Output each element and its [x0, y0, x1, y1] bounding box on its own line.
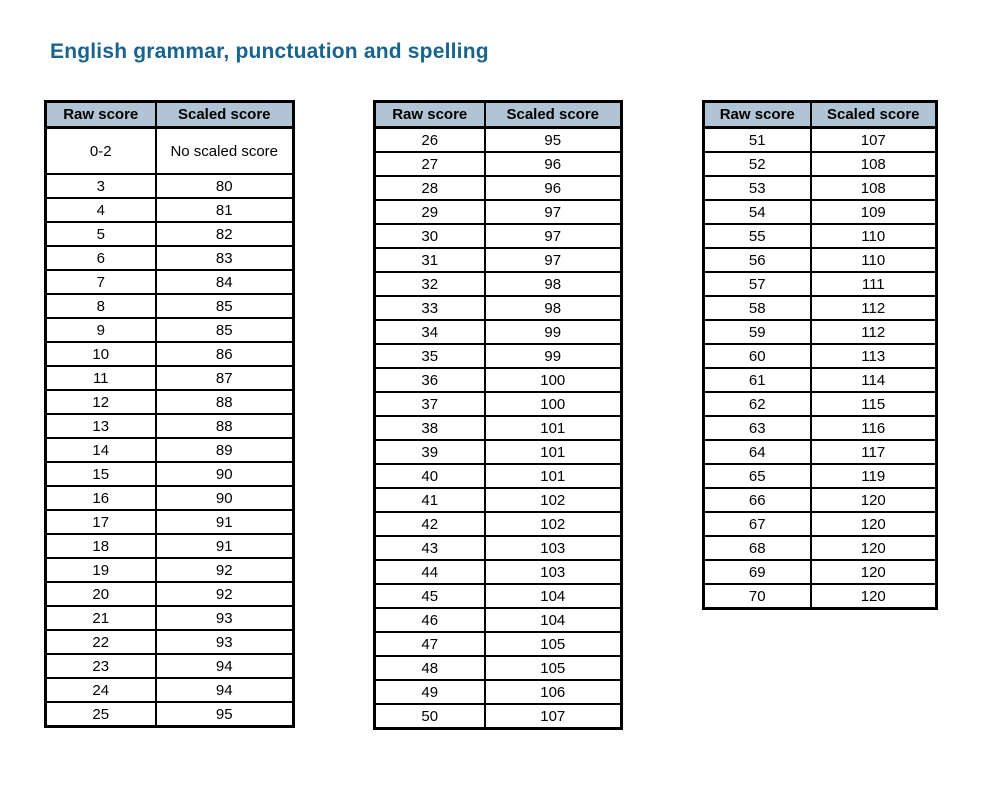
table-row — [375, 512, 622, 536]
table-row — [704, 200, 937, 224]
scaled-score-cell: 97 — [485, 224, 622, 248]
scaled-score-cell: 100 — [485, 368, 622, 392]
raw-score-cell: 23 — [46, 654, 156, 678]
scaled-score-cell: 115 — [811, 392, 937, 416]
table-row — [375, 440, 622, 464]
scaled-score-cell: 95 — [156, 702, 294, 727]
scaled-score-header: Scaled score — [811, 102, 937, 128]
scaled-score-cell: 103 — [485, 536, 622, 560]
raw-score-header: Raw score — [375, 102, 485, 128]
raw-score-cell: 9 — [46, 318, 156, 342]
raw-score-header: Raw score — [704, 102, 811, 128]
raw-score-cell: 16 — [46, 486, 156, 510]
scaled-score-cell: 119 — [811, 464, 937, 488]
scaled-score-cell: 81 — [156, 198, 294, 222]
table-row — [46, 510, 294, 534]
raw-score-cell: 27 — [375, 152, 485, 176]
scaled-score-cell: 120 — [811, 536, 937, 560]
scaled-score-cell: 120 — [811, 512, 937, 536]
score-table-3 — [702, 100, 938, 610]
table-row — [704, 560, 937, 584]
scaled-score-cell: 111 — [811, 272, 937, 296]
table-row — [704, 512, 937, 536]
scaled-score-cell: 82 — [156, 222, 294, 246]
scaled-score-cell: No scaled score — [156, 128, 294, 175]
scaled-score-cell: 112 — [811, 320, 937, 344]
raw-score-cell: 56 — [704, 248, 811, 272]
raw-score-cell: 54 — [704, 200, 811, 224]
table-row — [46, 702, 294, 727]
scaled-score-cell: 120 — [811, 560, 937, 584]
table-row — [46, 342, 294, 366]
table-row — [375, 272, 622, 296]
scaled-score-cell: 110 — [811, 248, 937, 272]
scaled-score-cell: 120 — [811, 488, 937, 512]
scaled-score-cell: 102 — [485, 512, 622, 536]
scaled-score-cell: 114 — [811, 368, 937, 392]
table-row — [46, 414, 294, 438]
raw-score-cell: 7 — [46, 270, 156, 294]
score-table-1 — [44, 100, 295, 728]
scaled-score-cell: 103 — [485, 560, 622, 584]
table-row — [46, 390, 294, 414]
table-row — [46, 678, 294, 702]
table-row — [46, 198, 294, 222]
scaled-score-cell: 112 — [811, 296, 937, 320]
raw-score-cell: 0-2 — [46, 128, 156, 175]
scaled-score-cell: 91 — [156, 510, 294, 534]
scaled-score-cell: 91 — [156, 534, 294, 558]
scaled-score-cell: 105 — [485, 632, 622, 656]
raw-score-cell: 43 — [375, 536, 485, 560]
table-header-row — [704, 102, 937, 128]
scaled-score-cell: 88 — [156, 414, 294, 438]
table-row — [46, 246, 294, 270]
scaled-score-cell: 92 — [156, 582, 294, 606]
raw-score-cell: 62 — [704, 392, 811, 416]
table-row — [704, 272, 937, 296]
raw-score-cell: 12 — [46, 390, 156, 414]
raw-score-header: Raw score — [46, 102, 156, 128]
scaled-score-cell: 96 — [485, 176, 622, 200]
raw-score-cell: 49 — [375, 680, 485, 704]
raw-score-cell: 67 — [704, 512, 811, 536]
table-header-row — [375, 102, 622, 128]
table-row — [375, 296, 622, 320]
table-row — [375, 200, 622, 224]
raw-score-cell: 10 — [46, 342, 156, 366]
table-row — [704, 368, 937, 392]
raw-score-cell: 68 — [704, 536, 811, 560]
table-row — [375, 608, 622, 632]
table-row — [704, 440, 937, 464]
raw-score-cell: 57 — [704, 272, 811, 296]
scaled-score-cell: 89 — [156, 438, 294, 462]
raw-score-cell: 50 — [375, 704, 485, 729]
scaled-score-cell: 98 — [485, 272, 622, 296]
table-row — [375, 176, 622, 200]
raw-score-cell: 37 — [375, 392, 485, 416]
raw-score-cell: 24 — [46, 678, 156, 702]
scaled-score-cell: 99 — [485, 320, 622, 344]
table-row — [704, 296, 937, 320]
raw-score-cell: 35 — [375, 344, 485, 368]
raw-score-cell: 34 — [375, 320, 485, 344]
table-row — [375, 584, 622, 608]
raw-score-cell: 20 — [46, 582, 156, 606]
raw-score-cell: 13 — [46, 414, 156, 438]
table-row — [46, 558, 294, 582]
scaled-score-cell: 97 — [485, 200, 622, 224]
scaled-score-cell: 120 — [811, 584, 937, 609]
raw-score-cell: 29 — [375, 200, 485, 224]
raw-score-cell: 33 — [375, 296, 485, 320]
table-row — [375, 392, 622, 416]
raw-score-cell: 48 — [375, 656, 485, 680]
scaled-score-cell: 85 — [156, 318, 294, 342]
raw-score-cell: 45 — [375, 584, 485, 608]
raw-score-cell: 6 — [46, 246, 156, 270]
table-row — [46, 270, 294, 294]
table-row — [375, 680, 622, 704]
table-row — [46, 174, 294, 198]
scaled-score-cell: 113 — [811, 344, 937, 368]
scaled-score-cell: 104 — [485, 584, 622, 608]
scaled-score-cell: 83 — [156, 246, 294, 270]
table-row — [375, 704, 622, 729]
table-row — [375, 416, 622, 440]
scaled-score-cell: 97 — [485, 248, 622, 272]
raw-score-cell: 5 — [46, 222, 156, 246]
table-row — [704, 248, 937, 272]
scaled-score-cell: 106 — [485, 680, 622, 704]
raw-score-cell: 26 — [375, 128, 485, 153]
table-row — [46, 606, 294, 630]
raw-score-cell: 38 — [375, 416, 485, 440]
raw-score-cell: 41 — [375, 488, 485, 512]
table-row — [375, 536, 622, 560]
scaled-score-cell: 84 — [156, 270, 294, 294]
scaled-score-cell: 107 — [485, 704, 622, 729]
scaled-score-cell: 94 — [156, 654, 294, 678]
scaled-score-cell: 87 — [156, 366, 294, 390]
scaled-score-cell: 92 — [156, 558, 294, 582]
raw-score-cell: 60 — [704, 344, 811, 368]
raw-score-cell: 8 — [46, 294, 156, 318]
table-row — [704, 536, 937, 560]
scaled-score-header: Scaled score — [156, 102, 294, 128]
scaled-score-cell: 116 — [811, 416, 937, 440]
scaled-score-cell: 105 — [485, 656, 622, 680]
table-row — [46, 654, 294, 678]
page-title: English grammar, punctuation and spelling — [50, 40, 489, 63]
table-row — [46, 630, 294, 654]
table-row — [375, 128, 622, 153]
scaled-score-cell: 117 — [811, 440, 937, 464]
scaled-score-cell: 108 — [811, 176, 937, 200]
scaled-score-cell: 108 — [811, 152, 937, 176]
raw-score-cell: 19 — [46, 558, 156, 582]
raw-score-cell: 70 — [704, 584, 811, 609]
scaled-score-cell: 94 — [156, 678, 294, 702]
table-row — [46, 582, 294, 606]
scaled-score-cell: 104 — [485, 608, 622, 632]
scaled-score-cell: 90 — [156, 462, 294, 486]
raw-score-cell: 47 — [375, 632, 485, 656]
table-row — [46, 486, 294, 510]
table-row — [704, 128, 937, 153]
table-row — [46, 366, 294, 390]
scaled-score-cell: 96 — [485, 152, 622, 176]
table-row — [704, 320, 937, 344]
raw-score-cell: 25 — [46, 702, 156, 727]
raw-score-cell: 17 — [46, 510, 156, 534]
table-row — [704, 464, 937, 488]
raw-score-cell: 51 — [704, 128, 811, 153]
scaled-score-cell: 88 — [156, 390, 294, 414]
raw-score-cell: 53 — [704, 176, 811, 200]
table-row — [46, 438, 294, 462]
raw-score-cell: 14 — [46, 438, 156, 462]
raw-score-cell: 65 — [704, 464, 811, 488]
scaled-score-cell: 107 — [811, 128, 937, 153]
score-table-2 — [373, 100, 623, 730]
raw-score-cell: 66 — [704, 488, 811, 512]
table-row — [375, 560, 622, 584]
table-row — [46, 128, 294, 175]
raw-score-cell: 4 — [46, 198, 156, 222]
scaled-score-cell: 101 — [485, 440, 622, 464]
scaled-score-cell: 93 — [156, 630, 294, 654]
table-row — [375, 632, 622, 656]
raw-score-cell: 22 — [46, 630, 156, 654]
raw-score-cell: 36 — [375, 368, 485, 392]
table-row — [46, 534, 294, 558]
table-row — [375, 224, 622, 248]
table-header-row — [46, 102, 294, 128]
raw-score-cell: 32 — [375, 272, 485, 296]
table-row — [375, 368, 622, 392]
scaled-score-cell: 90 — [156, 486, 294, 510]
table-row — [375, 344, 622, 368]
table-row — [704, 176, 937, 200]
scaled-score-cell: 110 — [811, 224, 937, 248]
scaled-score-cell: 85 — [156, 294, 294, 318]
table-row — [375, 248, 622, 272]
raw-score-cell: 15 — [46, 462, 156, 486]
scaled-score-cell: 86 — [156, 342, 294, 366]
scaled-score-cell: 101 — [485, 464, 622, 488]
raw-score-cell: 31 — [375, 248, 485, 272]
raw-score-cell: 59 — [704, 320, 811, 344]
raw-score-cell: 39 — [375, 440, 485, 464]
raw-score-cell: 42 — [375, 512, 485, 536]
table-row — [46, 462, 294, 486]
table-row — [375, 320, 622, 344]
table-row — [704, 416, 937, 440]
table-row — [375, 152, 622, 176]
scaled-score-cell: 80 — [156, 174, 294, 198]
scaled-score-cell: 99 — [485, 344, 622, 368]
raw-score-cell: 18 — [46, 534, 156, 558]
scaled-score-cell: 93 — [156, 606, 294, 630]
raw-score-cell: 44 — [375, 560, 485, 584]
scaled-score-cell: 100 — [485, 392, 622, 416]
raw-score-cell: 21 — [46, 606, 156, 630]
raw-score-cell: 28 — [375, 176, 485, 200]
raw-score-cell: 30 — [375, 224, 485, 248]
raw-score-cell: 3 — [46, 174, 156, 198]
raw-score-cell: 64 — [704, 440, 811, 464]
raw-score-cell: 55 — [704, 224, 811, 248]
scaled-score-cell: 102 — [485, 488, 622, 512]
raw-score-cell: 58 — [704, 296, 811, 320]
table-row — [375, 464, 622, 488]
table-row — [375, 488, 622, 512]
table-row — [704, 152, 937, 176]
table-row — [46, 222, 294, 246]
table-row — [704, 224, 937, 248]
scaled-score-cell: 101 — [485, 416, 622, 440]
raw-score-cell: 52 — [704, 152, 811, 176]
scaled-score-cell: 95 — [485, 128, 622, 153]
table-row — [46, 294, 294, 318]
table-row — [46, 318, 294, 342]
table-row — [704, 488, 937, 512]
table-row — [375, 656, 622, 680]
scaled-score-header: Scaled score — [485, 102, 622, 128]
raw-score-cell: 11 — [46, 366, 156, 390]
raw-score-cell: 63 — [704, 416, 811, 440]
raw-score-cell: 40 — [375, 464, 485, 488]
scaled-score-cell: 98 — [485, 296, 622, 320]
table-row — [704, 392, 937, 416]
raw-score-cell: 69 — [704, 560, 811, 584]
raw-score-cell: 46 — [375, 608, 485, 632]
table-row — [704, 344, 937, 368]
scaled-score-cell: 109 — [811, 200, 937, 224]
table-row — [704, 584, 937, 609]
raw-score-cell: 61 — [704, 368, 811, 392]
